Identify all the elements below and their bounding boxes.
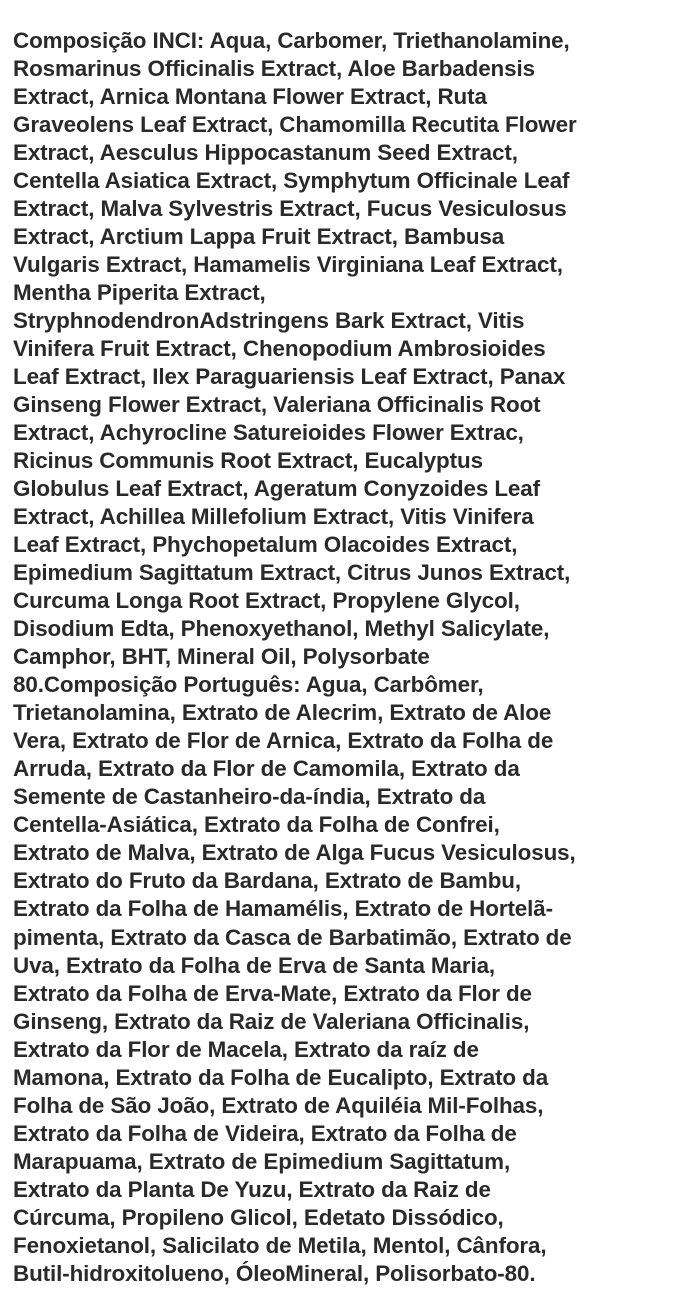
text-line: Trietanolamina, Extrato de Alecrim, Extrato de Aloe	[13, 700, 552, 726]
text-line: Centella-Asiática, Extrato da Folha de Confrei,	[13, 812, 500, 838]
text-line: Fenoxietanol, Salicilato de Metila, Mentol, Cânfora,	[13, 1232, 547, 1258]
text-line: Extrato da Folha de Hamamélis, Extrato de Hortelã-	[13, 896, 553, 922]
text-line: Globulus Leaf Extract, Ageratum Conyzoides Leaf	[13, 476, 540, 502]
text-line: Leaf Extract, Phychopetalum Olacoides Extract,	[13, 532, 518, 558]
text-line: Graveolens Leaf Extract, Chamomilla Recutita Flower	[13, 112, 577, 138]
text-line: Uva, Extrato da Folha de Erva de Santa Maria,	[13, 952, 496, 978]
text-line: Extract, Aesculus Hippocastanum Seed Extract,	[13, 140, 518, 166]
text-line: Centella Asiatica Extract, Symphytum Officinale Leaf	[13, 168, 570, 194]
text-line: Vulgaris Extract, Hamamelis Virginiana Leaf Extract,	[13, 252, 563, 278]
text-line: Extrato da Flor de Macela, Extrato da raíz de	[13, 1036, 479, 1062]
text-line: Ricinus Communis Root Extract, Eucalyptus	[13, 448, 483, 474]
text-line: Extrato de Malva, Extrato de Alga Fucus Vesiculosus,	[13, 840, 576, 866]
text-line: Extract, Malva Sylvestris Extract, Fucus Vesiculosus	[13, 196, 567, 222]
text-line: Vera, Extrato de Flor de Arnica, Extrato da Folha de	[13, 728, 554, 754]
text-line: Ginseng, Extrato da Raiz de Valeriana Officinalis,	[13, 1008, 530, 1034]
text-line: Rosmarinus Officinalis Extract, Aloe Barbadensis	[13, 56, 535, 82]
text-line: Extrato da Folha de Videira, Extrato da Folha de	[13, 1120, 517, 1146]
text-line: Ginseng Flower Extract, Valeriana Officinalis Root	[13, 392, 541, 418]
text-line: Cúrcuma, Propileno Glicol, Edetato Dissódico,	[13, 1204, 504, 1230]
text-line: Extract, Achillea Millefolium Extract, Vitis Vinifera	[13, 504, 534, 530]
text-line: 80.Composição Português: Agua, Carbômer,	[13, 672, 484, 698]
text-line: Extrato do Fruto da Bardana, Extrato de Bambu,	[13, 868, 521, 894]
text-line: Disodium Edta, Phenoxyethanol, Methyl Salicylate,	[13, 616, 550, 642]
text-line: Extract, Achyrocline Satureioides Flower Extrac,	[13, 420, 524, 446]
text-line: Extrato da Folha de Erva-Mate, Extrato da Flor de	[13, 980, 532, 1006]
text-line: Leaf Extract, Ilex Paraguariensis Leaf Extract, Panax	[13, 364, 566, 390]
text-line: Epimedium Sagittatum Extract, Citrus Junos Extract,	[13, 560, 571, 586]
text-line: StryphnodendronAdstringens Bark Extract, Vitis	[13, 308, 525, 334]
text-line: Marapuama, Extrato de Epimedium Sagittatum,	[13, 1148, 511, 1174]
text-line: Extrato da Planta De Yuzu, Extrato da Raiz de	[13, 1176, 491, 1202]
text-line: Extract, Arctium Lappa Fruit Extract, Bambusa	[13, 224, 505, 250]
text-line: Semente de Castanheiro-da-índia, Extrato da	[13, 784, 486, 810]
text-line: Mamona, Extrato da Folha de Eucalipto, Extrato da	[13, 1064, 549, 1090]
ingredients-text	[13, 27, 663, 1288]
text-line: Mentha Piperita Extract,	[13, 280, 266, 306]
text-line: Folha de São João, Extrato de Aquiléia Mil-Folhas,	[13, 1092, 544, 1118]
text-line: Butil-hidroxitolueno, ÓleoMineral, Polisorbato-80.	[13, 1260, 536, 1286]
text-line: Curcuma Longa Root Extract, Propylene Glycol,	[13, 588, 520, 614]
text-line: Vinifera Fruit Extract, Chenopodium Ambrosioides	[13, 336, 546, 362]
text-line: pimenta, Extrato da Casca de Barbatimão, Extrato de	[13, 924, 572, 950]
text-line: Extract, Arnica Montana Flower Extract, Ruta	[13, 84, 487, 110]
text-line: Camphor, BHT, Mineral Oil, Polysorbate	[13, 644, 430, 670]
text-line: Composição INCI: Aqua, Carbomer, Triethanolamine,	[13, 28, 570, 53]
text-line: Arruda, Extrato da Flor de Camomila, Extrato da	[13, 756, 520, 782]
